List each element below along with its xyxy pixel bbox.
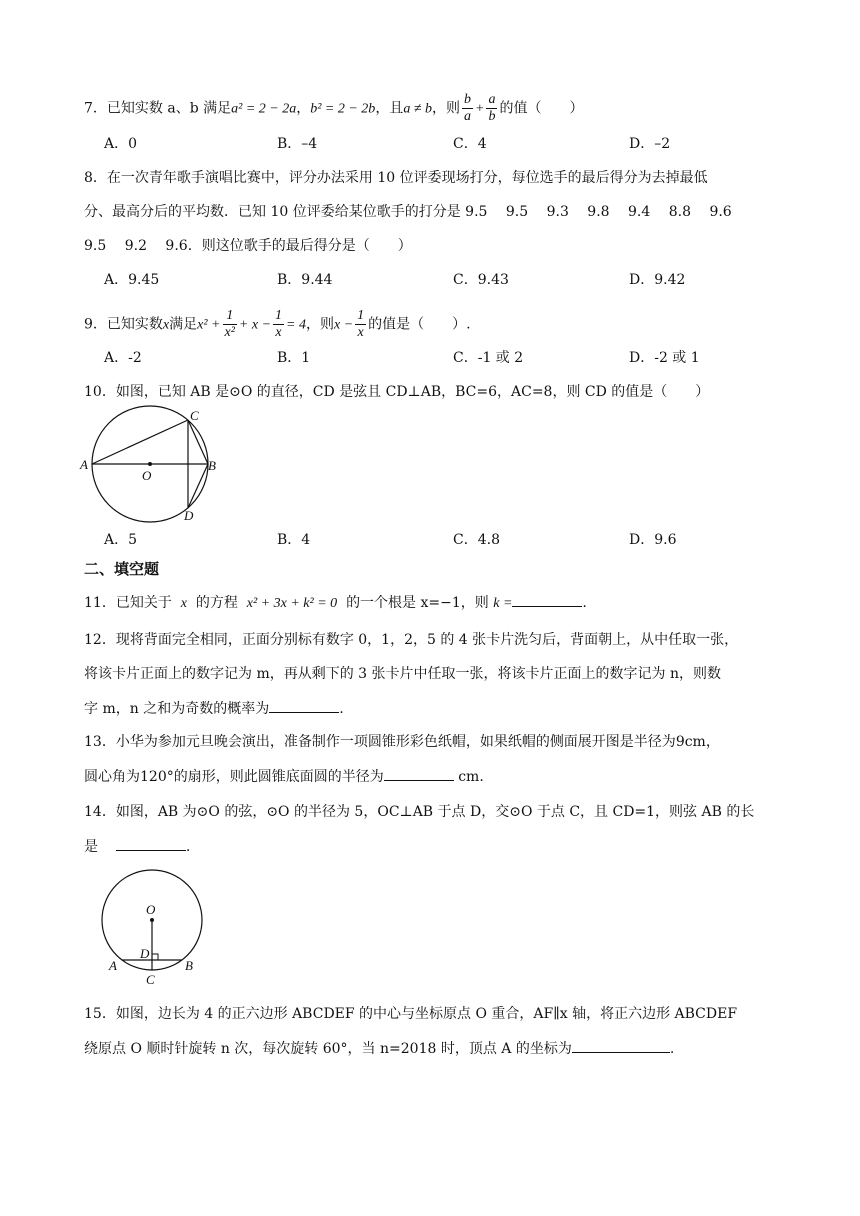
q12-end: . bbox=[339, 701, 344, 717]
q14-end: . bbox=[185, 839, 191, 855]
q7-option-c: C．4 bbox=[453, 136, 487, 152]
question-14-line-2 bbox=[84, 836, 190, 857]
q11-var: x bbox=[180, 596, 187, 611]
q9-eq-a: x² + bbox=[197, 317, 221, 333]
question-8-line-3: 9.5 9.2 9.6．则这位歌手的最后得分是（ ） bbox=[84, 238, 412, 254]
q7-suffix: 的值（ ） bbox=[499, 100, 584, 117]
q9-expr: x − bbox=[333, 317, 354, 333]
q9-prefix: 9．已知实数 bbox=[84, 316, 163, 333]
q13-angle: 120° bbox=[140, 769, 174, 785]
q10-circle-figure bbox=[78, 404, 228, 524]
q8-option-b: B．9.44 bbox=[277, 272, 333, 288]
question-12-line-3 bbox=[84, 698, 344, 719]
q10-label-a: A bbox=[80, 457, 88, 472]
q10-label-b: B bbox=[208, 458, 216, 473]
q10-option-c: C．4.8 bbox=[453, 532, 500, 548]
q9-var: x bbox=[162, 317, 170, 333]
question-10-stem: 10．如图，已知 AB 是⊙O 的直径，CD 是弦且 CD⊥AB，BC=6，AC=8，则 CD 的值是（ ） bbox=[84, 384, 710, 400]
q9-option-b: B．1 bbox=[277, 350, 311, 366]
q10-label-c: C bbox=[190, 408, 199, 423]
q11-equation: x² + 3x + k² = 0 bbox=[246, 596, 338, 611]
q14-center-dot bbox=[150, 918, 154, 922]
q7-eq2: b² = 2 − 2b bbox=[310, 101, 376, 117]
q13-end: . bbox=[479, 769, 484, 785]
q13-radius: 9cm bbox=[675, 734, 706, 750]
question-12-line-1: 12．现将背面完全相同，正面分别标有数字 0，1，2，5 的 4 张卡片洗匀后，背面朝上，从中任取一张， bbox=[84, 632, 739, 648]
q8-option-d: D．9.42 bbox=[629, 272, 686, 288]
q7-cond: a ≠ b bbox=[403, 101, 432, 117]
question-13-line-2 bbox=[84, 766, 484, 787]
q9-eq-c: = 4 bbox=[286, 317, 306, 333]
q9-option-d: D．-2 或 1 bbox=[629, 350, 700, 366]
q14-answer-blank[interactable] bbox=[116, 836, 186, 851]
q7-option-d: D．–2 bbox=[629, 136, 671, 152]
q10-center-dot bbox=[148, 462, 152, 466]
q8-option-c: C．9.43 bbox=[453, 272, 509, 288]
q11-end: . bbox=[582, 595, 587, 611]
q7-plus: + bbox=[475, 101, 485, 117]
q7-sep2: ，且 bbox=[375, 100, 404, 117]
question-7-stem bbox=[84, 92, 583, 125]
question-12-line-2: 将该卡片正面上的数字记为 m，再从剩下的 3 张卡片中任取一张，将该卡片正面上的数字记为 n，则数 bbox=[84, 666, 721, 682]
q14-right-angle-mark bbox=[152, 954, 158, 960]
q10-option-b: B．4 bbox=[277, 532, 311, 548]
q8-option-a: A．9.45 bbox=[104, 272, 160, 288]
q14-prefix: 是 bbox=[84, 839, 98, 855]
q14-label-b: B bbox=[185, 958, 193, 973]
q7-option-a: A．0 bbox=[104, 136, 138, 152]
question-15-line-1: 15．如图，边长为 4 的正六边形 ABCDEF 的中心与坐标原点 O 重合，AF∥x 轴，将正六边形 ABCDEF bbox=[84, 1006, 738, 1022]
q12-prefix: 字 m，n 之和为奇数的概率为 bbox=[84, 701, 270, 717]
q9-suffix: 的值是（ ）. bbox=[368, 316, 471, 333]
q9-option-a: A．-2 bbox=[104, 350, 142, 366]
q7-eq1: a² = 2 − 2a bbox=[231, 101, 297, 117]
question-14-line-1: 14．如图，AB 为⊙O 的弦，⊙O 的半径为 5，OC⊥AB 于点 D，交⊙O 于点 C，且 CD=1，则弦 AB 的长 bbox=[84, 804, 755, 820]
q14-label-o: O bbox=[146, 902, 156, 917]
q15-end: . bbox=[669, 1041, 675, 1057]
q9-then: ，则 bbox=[305, 316, 334, 333]
q13-line2-prefix: 圆心角为 bbox=[84, 769, 140, 785]
q13-answer-blank[interactable] bbox=[384, 766, 454, 781]
q7-sep1: ， bbox=[296, 100, 311, 117]
q11-k: k = bbox=[493, 596, 513, 611]
question-8-line-1: 8．在一次青年歌手演唱比赛中，评分办法采用 10 位评委现场打分，每位选手的最后得分为去掉最低 bbox=[84, 170, 708, 186]
q13-unit: cm bbox=[458, 769, 480, 785]
q7-fraction-1: $\frac{b}{a}$ bbox=[464, 92, 471, 124]
q14-label-d: D bbox=[140, 946, 150, 961]
q7-sep3: ，则 bbox=[432, 100, 460, 117]
q14-circle-figure bbox=[100, 868, 210, 990]
q14-label-a: A bbox=[109, 958, 117, 973]
q10-label-o: O bbox=[142, 468, 152, 483]
q10-chord-cb bbox=[188, 420, 208, 464]
q9-fraction-1: $\frac{1}{\text{x²}}$ bbox=[224, 308, 235, 340]
q9-fraction-3: $\frac{1}{x}$ bbox=[357, 308, 365, 340]
question-8-line-2: 分、最高分后的平均数．已知 10 位评委给某位歌手的打分是 9.5 9.5 9.3 9.8 9.4 8.8 9.6 bbox=[84, 204, 732, 220]
q7-option-b: B．–4 bbox=[277, 136, 318, 152]
q10-option-a: A．5 bbox=[104, 532, 138, 548]
q9-eq-b: + x − bbox=[238, 317, 272, 333]
q9-fraction-2: $\frac{1}{x}$ bbox=[275, 308, 283, 340]
question-9-stem bbox=[84, 308, 471, 341]
q15-prefix: 绕原点 O 顺时针旋转 n 次，每次旋转 60°，当 n=2018 时，顶点 A 的坐标为 bbox=[84, 1041, 572, 1057]
q13-line2-mid: 的扇形，则此圆锥底面圆的半径为 bbox=[173, 769, 384, 785]
q11-mid: 的方程 bbox=[195, 595, 238, 611]
q13-prefix: 13．小华为参加元旦晚会演出，准备制作一项圆锥形彩色纸帽，如果纸帽的侧面展开图是半径为 bbox=[84, 734, 676, 750]
q9-option-c: C．-1 或 2 bbox=[453, 350, 524, 366]
question-13-line-1 bbox=[84, 732, 720, 752]
q7-fraction-2: $\frac{a}{b}$ bbox=[488, 92, 496, 124]
q9-mid: 满足 bbox=[169, 316, 198, 333]
q10-chord-db bbox=[188, 464, 208, 508]
section-2-heading: 二、填空题 bbox=[84, 560, 160, 578]
question-15-line-2 bbox=[84, 1038, 674, 1059]
q15-answer-blank[interactable] bbox=[572, 1038, 670, 1053]
question-11-stem bbox=[84, 592, 587, 614]
q10-label-d: D bbox=[184, 508, 194, 523]
q14-label-c: C bbox=[146, 972, 155, 987]
q11-prefix: 11．已知关于 bbox=[84, 595, 172, 611]
q11-answer-blank[interactable] bbox=[512, 592, 582, 607]
q12-answer-blank[interactable] bbox=[269, 698, 339, 713]
q10-option-d: D．9.6 bbox=[629, 532, 677, 548]
q13-sep: ， bbox=[705, 734, 720, 750]
q11-suffix: 的一个根是 x=−1，则 bbox=[346, 595, 489, 611]
q7-prefix: 7．已知实数 a、b 满足 bbox=[84, 100, 232, 117]
